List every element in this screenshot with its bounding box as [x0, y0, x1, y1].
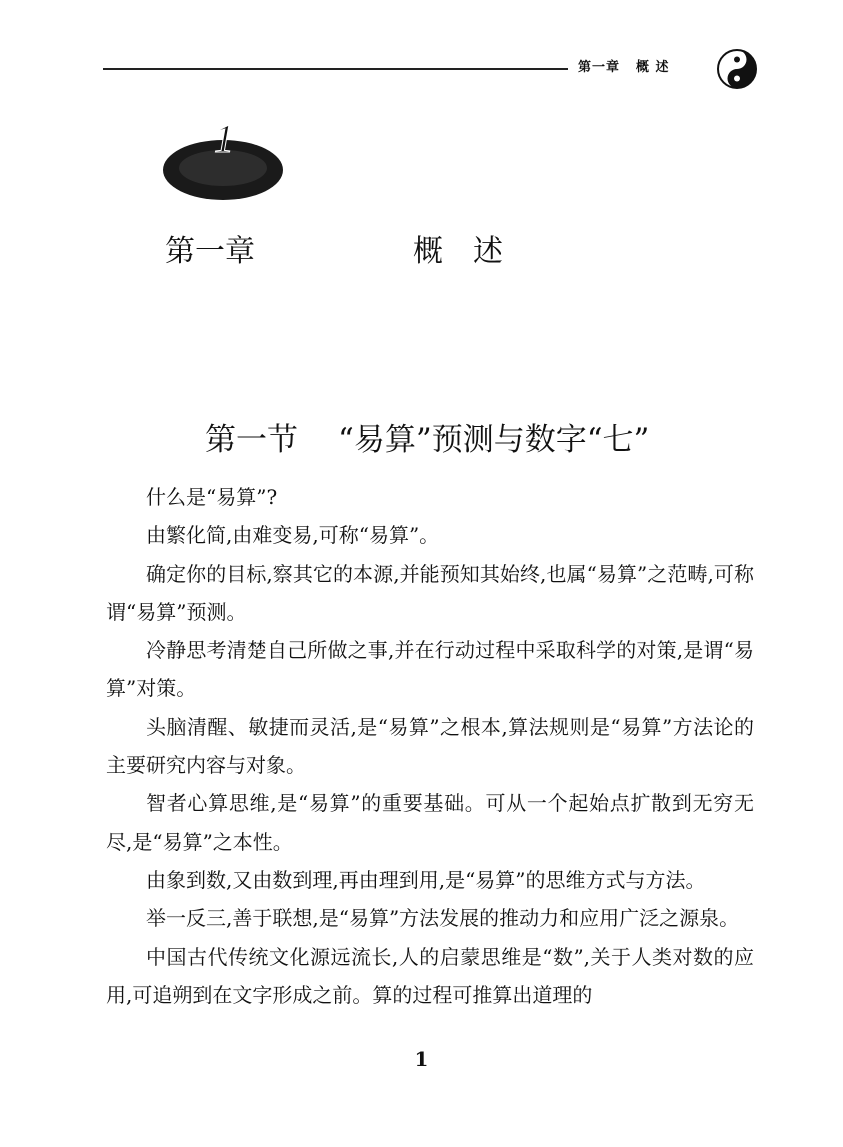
running-head: [578, 56, 686, 75]
paragraph: 冷静思考清楚自己所做之事,并在行动过程中采取科学的对策,是谓“易算”对策。: [106, 638, 754, 701]
chapter-number: 1: [214, 118, 234, 161]
paragraph: 头脑清醒、敏捷而灵活,是“易算”之根本,算法规则是“易算”方法论的主要研究内容与对象。: [106, 714, 754, 778]
chapter-title: 概述: [413, 234, 533, 269]
paragraph: 由象到数,又由数到理,再由理到用,是“易算”的思维方式与方法。: [146, 867, 706, 892]
page-number: 1: [414, 1047, 429, 1071]
section-title: “易算”预测与数字“七”: [338, 422, 650, 458]
section-label: 第一节: [205, 422, 298, 458]
running-head-chapter: 第一章: [578, 60, 621, 75]
chapter-number-badge: [162, 118, 284, 202]
paragraph: 由繁化简,由难变易,可称“易算”。: [146, 523, 440, 548]
paragraph: 智者心算思维,是“易算”的重要基础。可从一个起始点扩散到无穷无尽,是“易算”之本性。: [106, 791, 754, 854]
paragraph: 中国古代传统文化源远流长,人的启蒙思维是“数”,关于人类对数的应用,可追朔到在文字形成之前。算的过程可推算出道理的: [106, 944, 754, 1007]
body-text: [106, 478, 754, 1014]
header-rule: [103, 68, 568, 70]
paragraph: 确定你的目标,察其它的本源,并能预知其始终,也属“易算”之范畴,可称谓“易算”预测。: [106, 561, 754, 624]
section-heading: [205, 414, 649, 459]
paragraph: 举一反三,善于联想,是“易算”方法发展的推动力和应用广泛之源泉。: [146, 906, 740, 931]
paragraph: 什么是“易算”?: [146, 485, 278, 509]
chapter-label: 第一章: [165, 234, 255, 269]
running-head-title: 概 述: [636, 60, 670, 75]
yin-yang-icon: [716, 48, 758, 90]
